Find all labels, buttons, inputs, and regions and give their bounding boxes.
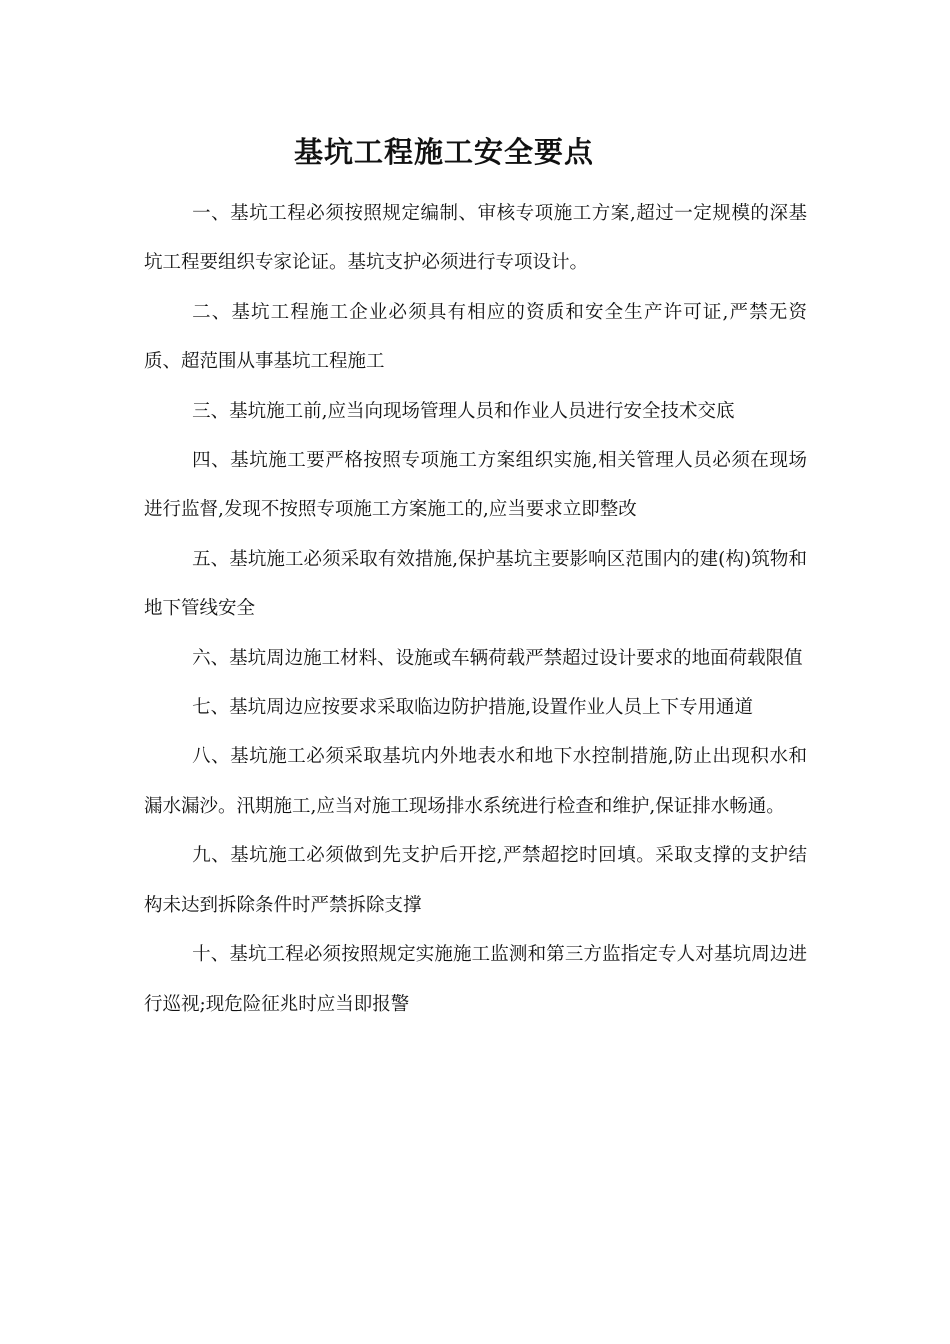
- paragraph-9: 九、基坑施工必须做到先支护后开挖,严禁超挖时回填。采取支撑的支护结构未达到拆除条件时严禁拆除支撑: [144, 845, 807, 916]
- document-title: 基坑工程施工安全要点: [293, 135, 594, 169]
- paragraph-10: 十、基坑工程必须按照规定实施施工监测和第三方监指定专人对基坑周边进行巡视;现危险征兆时应当即报警: [144, 944, 807, 1015]
- paragraph-1: 一、基坑工程必须按照规定编制、审核专项施工方案,超过一定规模的深基坑工程要组织专家论证。基坑支护必须进行专项设计。: [144, 203, 807, 274]
- paragraph-6: 六、基坑周边施工材料、设施或车辆荷载严禁超过设计要求的地面荷载限值: [192, 647, 803, 669]
- paragraph-8: 八、基坑施工必须采取基坑内外地表水和地下水控制措施,防止出现积水和漏水漏沙。汛期施工,应当对施工现场排水系统进行检查和维护,保证排水畅通。: [144, 746, 807, 817]
- paragraph-4: 四、基坑施工要严格按照专项施工方案组织实施,相关管理人员必须在现场进行监督,发现不按照专项施工方案施工的,应当要求立即整改: [144, 450, 807, 521]
- paragraph-3: 三、基坑施工前,应当向现场管理人员和作业人员进行安全技术交底: [192, 400, 735, 422]
- paragraph-2: 二、基坑工程施工企业必须具有相应的资质和安全生产许可证,严禁无资质、超范围从事基坑工程施工: [144, 301, 807, 373]
- paragraph-5: 五、基坑施工必须采取有效措施,保护基坑主要影响区范围内的建(构)筑物和地下管线安全: [144, 548, 807, 620]
- document-body: [144, 189, 807, 1029]
- paragraph-7: 七、基坑周边应按要求采取临边防护措施,设置作业人员上下专用通道: [192, 697, 753, 719]
